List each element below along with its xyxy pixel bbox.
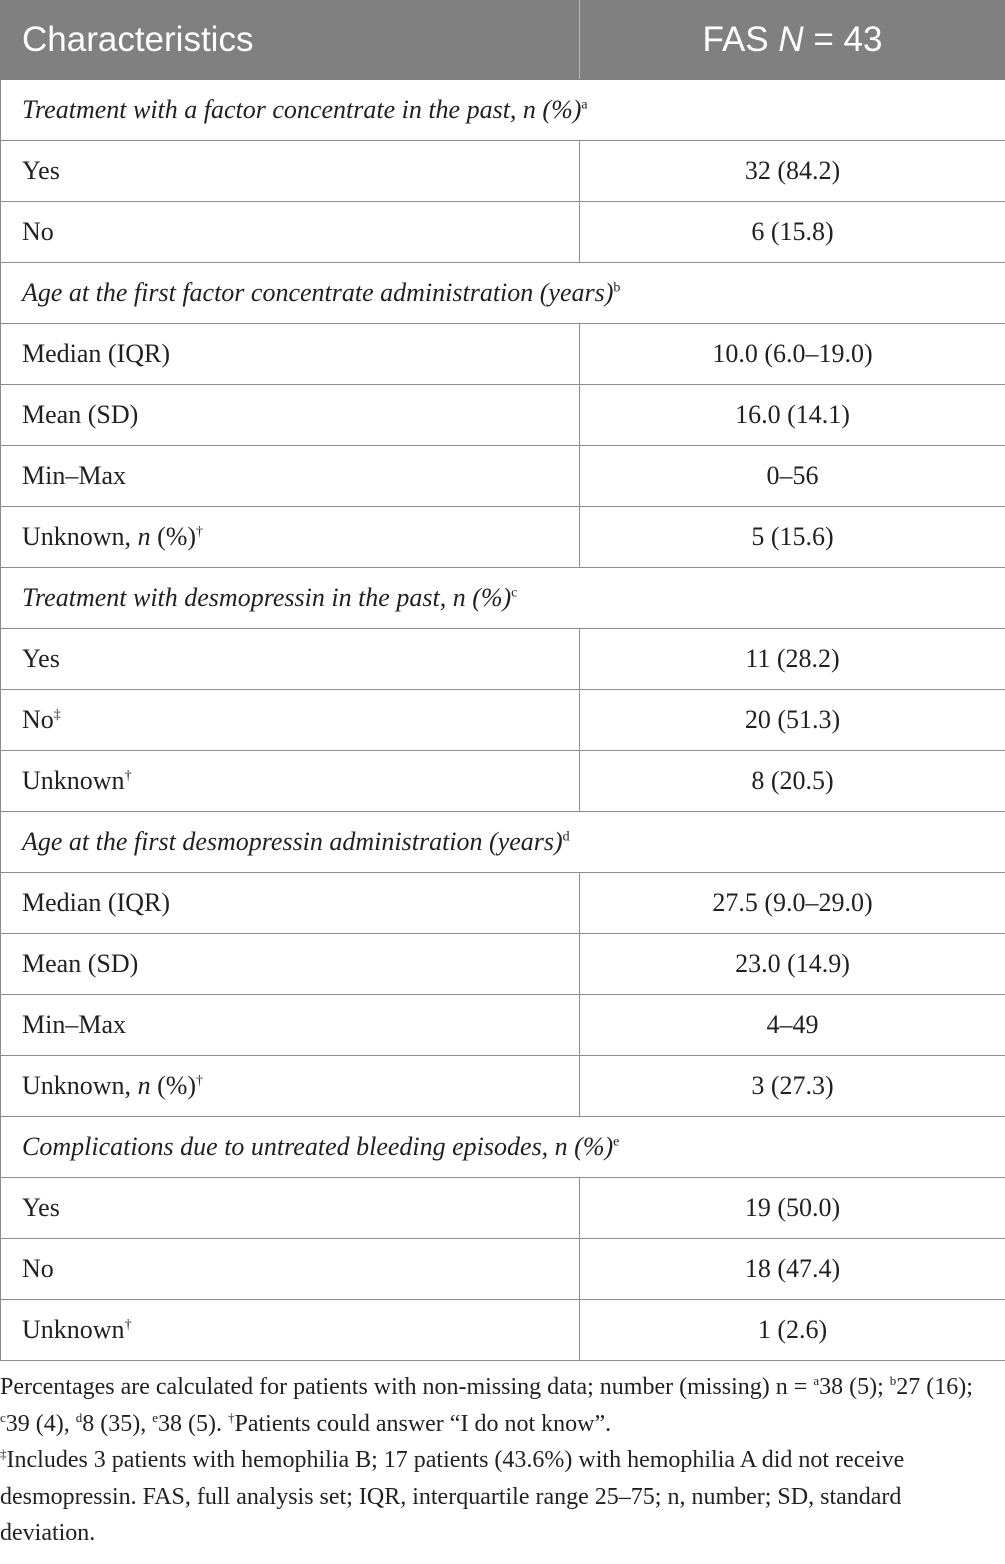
row-value: 0–56 <box>580 446 1005 507</box>
row-value: 27.5 (9.0–29.0) <box>580 873 1005 934</box>
table-row <box>1 446 1005 507</box>
table-row <box>1 507 1005 568</box>
row-label: Min–Max <box>1 995 580 1056</box>
row-label: Median (IQR) <box>1 324 580 385</box>
table-header-row <box>1 1 1005 80</box>
row-label: Unknown† <box>1 751 580 812</box>
table-row <box>1 629 1005 690</box>
row-value: 32 (84.2) <box>580 141 1005 202</box>
table-row <box>1 1239 1005 1300</box>
row-value: 4–49 <box>580 995 1005 1056</box>
section-header-row <box>1 1117 1005 1178</box>
table-row <box>1 324 1005 385</box>
section-header-row <box>1 80 1005 141</box>
table-row <box>1 1300 1005 1361</box>
row-label: Min–Max <box>1 446 580 507</box>
table-row <box>1 385 1005 446</box>
row-label: Mean (SD) <box>1 934 580 995</box>
section-header-row <box>1 812 1005 873</box>
row-label: Unknown, n (%)† <box>1 1056 580 1117</box>
row-value: 10.0 (6.0–19.0) <box>580 324 1005 385</box>
table-row <box>1 690 1005 751</box>
row-label: Unknown† <box>1 1300 580 1361</box>
row-value: 19 (50.0) <box>580 1178 1005 1239</box>
row-label: Yes <box>1 141 580 202</box>
row-label: No‡ <box>1 690 580 751</box>
section-title: Treatment with desmopressin in the past, n (%)$^c$ <box>1 568 1005 629</box>
row-label: Mean (SD) <box>1 385 580 446</box>
table-row <box>1 995 1005 1056</box>
header-fas: FAS N = 43 <box>580 1 1005 80</box>
table-row <box>1 873 1005 934</box>
row-label: Unknown, n (%)† <box>1 507 580 568</box>
table-footnotes <box>0 1369 1000 1552</box>
row-value: 5 (15.6) <box>580 507 1005 568</box>
row-value: 20 (51.3) <box>580 690 1005 751</box>
row-label: No <box>1 1239 580 1300</box>
row-label: Median (IQR) <box>1 873 580 934</box>
section-header-row <box>1 568 1005 629</box>
footnote-percentages: Percentages are calculated for patients with non-missing data; number (missing) n = $^a$38 (5); $^b$27 (16); $^c$39 (4), $^d$8 (35), $^e$38 (5). †Patients could answer “I do not know”. <box>0 1373 973 1437</box>
section-title: Complications due to untreated bleeding episodes, n (%)$^e$ <box>1 1117 1005 1178</box>
section-title: Treatment with a factor concentrate in the past, n (%)$^a$ <box>1 80 1005 141</box>
row-label: No <box>1 202 580 263</box>
table-row <box>1 202 1005 263</box>
table-row <box>1 141 1005 202</box>
row-value: 11 (28.2) <box>580 629 1005 690</box>
row-value: 1 (2.6) <box>580 1300 1005 1361</box>
section-header-row <box>1 263 1005 324</box>
row-label: Yes <box>1 1178 580 1239</box>
table-row <box>1 1178 1005 1239</box>
row-label: Yes <box>1 629 580 690</box>
table-row <box>1 1056 1005 1117</box>
row-value: 23.0 (14.9) <box>580 934 1005 995</box>
header-characteristics: Characteristics <box>1 1 580 80</box>
section-title: Age at the first factor concentrate administration (years)$^b$ <box>1 263 1005 324</box>
table-row <box>1 934 1005 995</box>
section-title: Age at the first desmopressin administration (years)$^d$ <box>1 812 1005 873</box>
table-row <box>1 751 1005 812</box>
row-value: 16.0 (14.1) <box>580 385 1005 446</box>
row-value: 8 (20.5) <box>580 751 1005 812</box>
row-value: 6 (15.8) <box>580 202 1005 263</box>
footnote-abbreviations: ‡Includes 3 patients with hemophilia B; 17 patients (43.6%) with hemophilia A did not receive desmopressin. FAS, full analysis set; IQR, interquartile range 25–75; n, number; SD, standard deviation. <box>0 1446 905 1546</box>
row-value: 3 (27.3) <box>580 1056 1005 1117</box>
row-value: 18 (47.4) <box>580 1239 1005 1300</box>
